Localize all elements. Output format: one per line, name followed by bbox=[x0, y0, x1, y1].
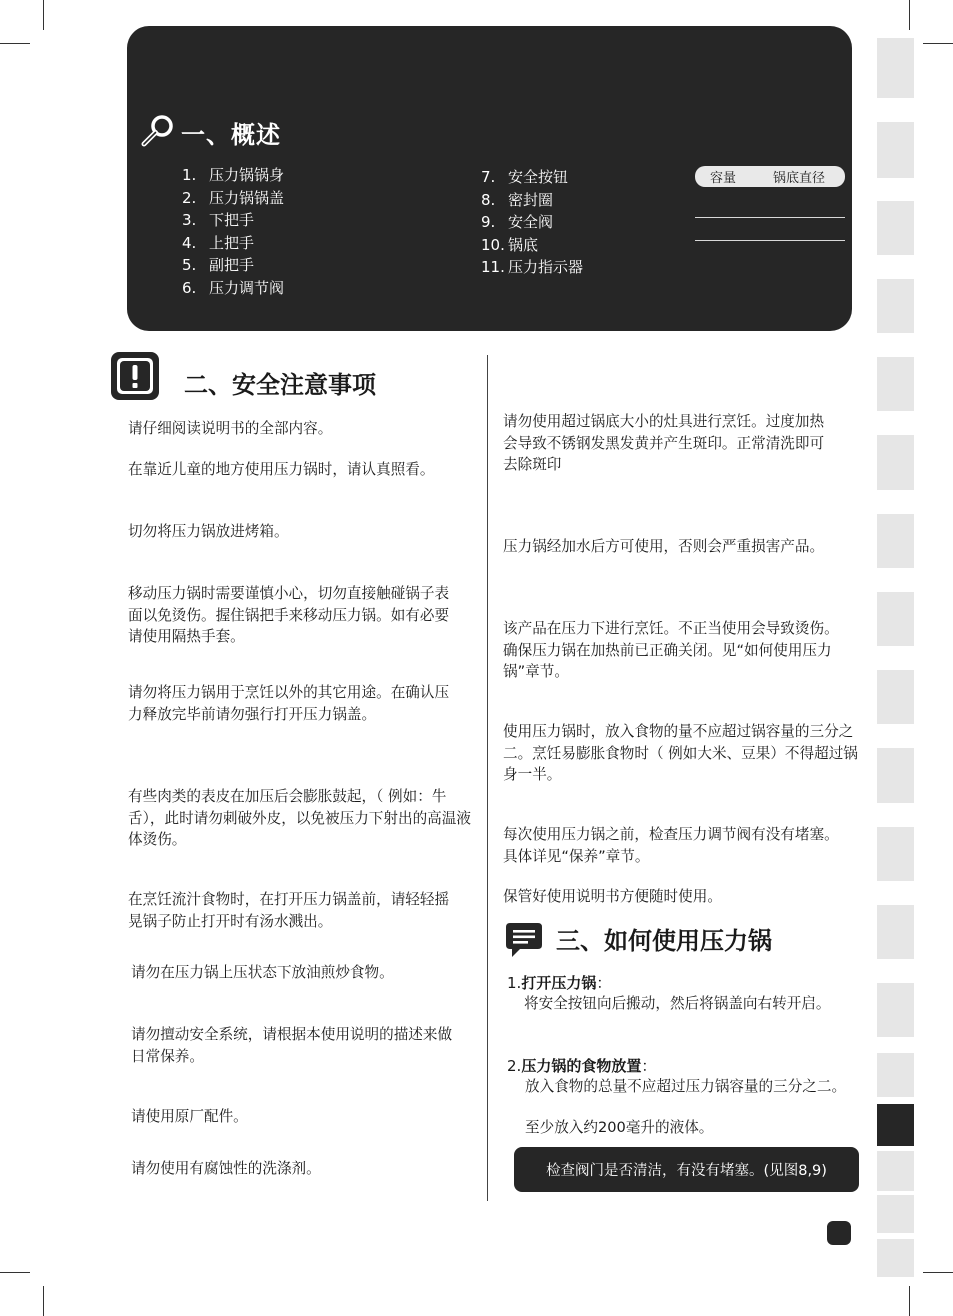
safety-title: 二、安全注意事项 bbox=[184, 371, 376, 399]
safety-paragraph: 切勿将压力锅放进烤箱。 bbox=[128, 523, 289, 540]
safety-paragraph: 请勿将压力锅用于烹饪以外的其它用途。在确认压力释放完毕前请勿强行打开压力锅盖。 bbox=[128, 684, 450, 723]
safety-paragraph: 使用压力锅时，放入食物的量不应超过锅容量的三分之二。烹饪易膨胀食物时（ 例如大米、豆果）不得超过锅身一半。 bbox=[503, 723, 858, 783]
safety-paragraph: 该产品在压力下进行烹饪。不正当使用会导致烫伤。确保压力锅在加热前已正确关闭。见“如何使用压力锅”章节。 bbox=[503, 620, 839, 680]
safety-paragraph: 请仔细阅读说明书的全部内容。 bbox=[128, 420, 333, 437]
side-tab bbox=[877, 592, 914, 646]
spec-table-row bbox=[695, 240, 845, 241]
item-label: 上把手 bbox=[209, 233, 255, 252]
step-colon: ： bbox=[641, 1057, 657, 1075]
parts-list-right bbox=[481, 166, 583, 279]
parts-list-left bbox=[182, 164, 284, 300]
crop-mark bbox=[43, 1286, 44, 1316]
item-number: 4. bbox=[182, 233, 197, 252]
side-tab bbox=[877, 1239, 914, 1277]
safety-paragraph: 请勿使用有腐蚀性的洗涤剂。 bbox=[131, 1160, 321, 1177]
step-number: 2. bbox=[507, 1057, 522, 1075]
step-title: 压力锅的食物放置 bbox=[521, 1057, 642, 1075]
item-label: 下把手 bbox=[209, 211, 255, 230]
page-number-marker bbox=[827, 1221, 851, 1245]
spec-table-row bbox=[695, 217, 845, 218]
item-number: 2. bbox=[182, 188, 197, 207]
side-tab bbox=[877, 670, 914, 724]
overview-title: 一、概述 bbox=[181, 121, 281, 149]
side-tab bbox=[877, 514, 914, 568]
step-number: 1. bbox=[507, 974, 522, 992]
item-number: 11. bbox=[481, 258, 505, 277]
side-tab bbox=[877, 1151, 914, 1191]
item-number: 3. bbox=[182, 211, 197, 230]
item-label: 压力锅锅身 bbox=[209, 166, 285, 184]
side-tab bbox=[877, 1195, 914, 1233]
item-label: 锅底 bbox=[508, 235, 539, 254]
step2-heading bbox=[507, 1055, 656, 1076]
item-number: 8. bbox=[481, 190, 496, 209]
step-title: 打开压力锅 bbox=[521, 974, 597, 992]
crop-mark bbox=[43, 0, 44, 30]
side-tab bbox=[877, 122, 914, 178]
item-number: 5. bbox=[182, 256, 197, 275]
crop-mark bbox=[0, 1272, 30, 1273]
side-tab bbox=[877, 827, 914, 881]
spec-col-diameter: 锅底直径 bbox=[773, 171, 826, 186]
list-item bbox=[182, 277, 284, 300]
crop-mark bbox=[0, 43, 30, 44]
list-item bbox=[182, 164, 284, 187]
list-item bbox=[182, 209, 284, 232]
item-label: 密封圈 bbox=[508, 190, 554, 209]
item-label: 压力调节阀 bbox=[209, 278, 285, 297]
step-colon: ： bbox=[596, 974, 612, 992]
side-tab bbox=[877, 435, 914, 490]
safety-paragraph: 请勿擅动安全系统，请根据本使用说明的描述来做日常保养。 bbox=[131, 1026, 453, 1065]
item-number: 1. bbox=[182, 166, 197, 184]
safety-paragraph: 保管好使用说明书方便随时使用。 bbox=[503, 888, 722, 905]
side-tab bbox=[877, 201, 914, 255]
crop-mark bbox=[909, 1286, 910, 1316]
column-divider bbox=[487, 355, 488, 1201]
side-tab bbox=[877, 748, 914, 803]
side-tab bbox=[877, 38, 914, 98]
item-label: 安全阀 bbox=[508, 213, 554, 232]
side-tab bbox=[877, 905, 914, 959]
item-label: 安全按钮 bbox=[508, 168, 569, 186]
note-box bbox=[514, 1147, 859, 1192]
note-text: 检查阀门是否清洁，有没有堵塞。(见图8,9) bbox=[546, 1163, 827, 1179]
spec-col-capacity: 容量 bbox=[710, 171, 737, 186]
side-tab-active bbox=[877, 1104, 914, 1146]
step1-text: 将安全按钮向后搬动，然后将锅盖向右转开启。 bbox=[524, 995, 831, 1012]
crop-mark bbox=[923, 1272, 953, 1273]
side-tab bbox=[877, 357, 914, 411]
item-label: 压力指示器 bbox=[508, 258, 584, 277]
list-item bbox=[182, 254, 284, 277]
safety-paragraph: 每次使用压力锅之前，检查压力调节阀有没有堵塞。具体详见“保养”章节。 bbox=[503, 826, 839, 865]
step2-text: 至少放入约200毫升的液体。 bbox=[525, 1119, 714, 1136]
list-item bbox=[182, 187, 284, 210]
side-tab bbox=[877, 279, 914, 333]
crop-mark bbox=[909, 0, 910, 30]
list-item bbox=[182, 232, 284, 255]
spec-table-header bbox=[695, 166, 845, 187]
crop-mark bbox=[923, 43, 953, 44]
item-number: 6. bbox=[182, 278, 197, 297]
list-item bbox=[481, 234, 583, 257]
warning-exclamation-icon bbox=[109, 350, 161, 402]
item-label: 压力锅锅盖 bbox=[209, 188, 285, 207]
list-item bbox=[481, 211, 583, 234]
speech-bubble-icon bbox=[504, 920, 544, 960]
step2-text: 放入食物的总量不应超过压力锅容量的三分之二。 bbox=[525, 1078, 847, 1095]
safety-paragraph: 请勿在压力锅上压状态下放油煎炒食物。 bbox=[131, 964, 394, 981]
safety-paragraph: 在烹饪流汁食物时，在打开压力锅盖前，请轻轻摇晃锅子防止打开时有汤水溅出。 bbox=[128, 891, 450, 930]
safety-paragraph: 移动压力锅时需要谨慎小心，切勿直接触碰锅子表面以免烫伤。握住锅把手来移动压力锅。如有必要请使用隔热手套。 bbox=[128, 585, 450, 645]
list-item bbox=[481, 256, 583, 279]
item-label: 副把手 bbox=[209, 256, 255, 275]
safety-paragraph: 请勿使用超过锅底大小的灶具进行烹饪。过度加热会导致不锈钢发黑发黄并产生斑印。正常清洗即可去除斑印 bbox=[503, 413, 825, 473]
side-tab bbox=[877, 1053, 914, 1097]
howto-title: 三、如何使用压力锅 bbox=[556, 927, 772, 955]
safety-paragraph: 压力锅经加水后方可使用，否则会严重损害产品。 bbox=[503, 538, 825, 555]
magnifier-icon bbox=[139, 112, 177, 150]
list-item bbox=[481, 189, 583, 212]
item-number: 10. bbox=[481, 235, 505, 254]
safety-paragraph: 请使用原厂配件。 bbox=[131, 1108, 248, 1125]
safety-paragraph: 有些肉类的表皮在加压后会膨胀鼓起，（ 例如：牛舌），此时请勿刺破外皮，以免被压力下射出的高温液体烫伤。 bbox=[128, 788, 471, 848]
step1-heading bbox=[507, 972, 611, 993]
list-item bbox=[481, 166, 583, 189]
side-tab bbox=[877, 983, 914, 1037]
item-number: 9. bbox=[481, 213, 496, 232]
safety-paragraph: 在靠近儿童的地方使用压力锅时，请认真照看。 bbox=[128, 461, 435, 478]
item-number: 7. bbox=[481, 168, 496, 186]
